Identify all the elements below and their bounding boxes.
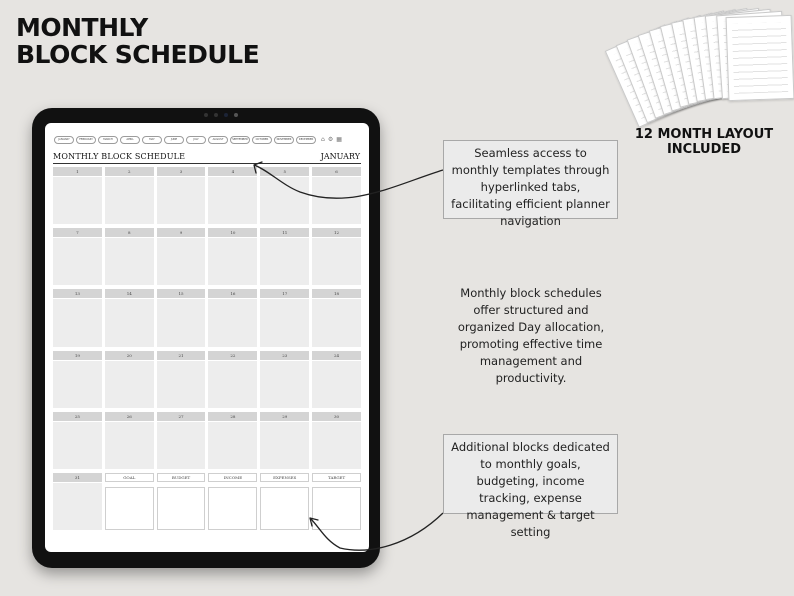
tab-november[interactable]: NOVEMBER bbox=[274, 136, 294, 144]
day-block[interactable] bbox=[105, 167, 154, 224]
day-notes-area[interactable] bbox=[260, 422, 309, 469]
settings-icon[interactable]: ⚙ bbox=[327, 136, 334, 143]
day-block[interactable] bbox=[208, 351, 257, 408]
day-block[interactable] bbox=[260, 167, 309, 224]
day-notes-area[interactable] bbox=[105, 299, 154, 346]
tab-may[interactable]: MAY bbox=[142, 136, 162, 144]
day-notes-area[interactable] bbox=[53, 238, 102, 285]
day-block[interactable] bbox=[208, 167, 257, 224]
day-notes-area[interactable] bbox=[208, 299, 257, 346]
day-block[interactable] bbox=[53, 167, 102, 224]
day-number: 11 bbox=[260, 228, 309, 237]
day-notes-area[interactable] bbox=[312, 177, 361, 224]
day-notes-area[interactable] bbox=[157, 422, 206, 469]
day-notes-area[interactable] bbox=[312, 299, 361, 346]
stack-caption bbox=[628, 127, 780, 157]
tab-august[interactable]: AUGUST bbox=[208, 136, 228, 144]
day-notes-area[interactable] bbox=[53, 483, 102, 530]
day-block[interactable] bbox=[105, 412, 154, 469]
day-block[interactable] bbox=[53, 412, 102, 469]
day-notes-area[interactable] bbox=[105, 177, 154, 224]
target-label: TARGET bbox=[312, 473, 361, 482]
day-number: 6 bbox=[312, 167, 361, 176]
day-number: 24 bbox=[312, 351, 361, 360]
day-notes-area[interactable] bbox=[157, 299, 206, 346]
tab-september[interactable]: SEPTEMBER bbox=[230, 136, 250, 144]
day-notes-area[interactable] bbox=[260, 238, 309, 285]
day-notes-area[interactable] bbox=[53, 422, 102, 469]
day-notes-area[interactable] bbox=[157, 177, 206, 224]
camera-bar bbox=[200, 112, 244, 118]
tab-april[interactable]: APRIL bbox=[120, 136, 140, 144]
day-number: 9 bbox=[157, 228, 206, 237]
day-block[interactable] bbox=[157, 167, 206, 224]
tab-october[interactable]: OCTOBER bbox=[252, 136, 272, 144]
stack-caption-line-2: INCLUDED bbox=[666, 142, 742, 157]
day-number: 21 bbox=[157, 351, 206, 360]
day-number: 4 bbox=[208, 167, 257, 176]
day-number: 18 bbox=[312, 289, 361, 298]
day-number: 26 bbox=[105, 412, 154, 421]
day-number: 2 bbox=[105, 167, 154, 176]
day-block[interactable] bbox=[105, 228, 154, 285]
day-number: 22 bbox=[208, 351, 257, 360]
sensor-dot bbox=[234, 113, 238, 117]
day-block[interactable] bbox=[105, 289, 154, 346]
home-icon[interactable]: ⌂ bbox=[321, 136, 325, 143]
day-block[interactable] bbox=[157, 228, 206, 285]
day-number: 17 bbox=[260, 289, 309, 298]
day-block[interactable] bbox=[260, 289, 309, 346]
day-notes-area[interactable] bbox=[53, 177, 102, 224]
day-number: 25 bbox=[53, 412, 102, 421]
day-notes-area[interactable] bbox=[312, 361, 361, 408]
day-block[interactable] bbox=[53, 228, 102, 285]
day-notes-area[interactable] bbox=[105, 422, 154, 469]
tab-january[interactable]: JANUARY bbox=[54, 136, 74, 144]
day-number: 3 bbox=[157, 167, 206, 176]
day-notes-area[interactable] bbox=[260, 177, 309, 224]
day-number: 30 bbox=[312, 412, 361, 421]
day-block[interactable] bbox=[157, 351, 206, 408]
day-number: 15 bbox=[157, 289, 206, 298]
day-block[interactable] bbox=[260, 228, 309, 285]
day-block[interactable] bbox=[208, 228, 257, 285]
day-number: 27 bbox=[157, 412, 206, 421]
day-number: 12 bbox=[312, 228, 361, 237]
day-notes-area[interactable] bbox=[260, 299, 309, 346]
note-blocks: Monthly block schedules offer structured and organized Day allocation, promoting effective time management and productivity. bbox=[457, 286, 605, 385]
planner-month: JANUARY bbox=[320, 152, 360, 161]
goal-label: GOAL bbox=[105, 473, 154, 482]
month-tabs bbox=[54, 136, 316, 143]
day-block[interactable] bbox=[157, 289, 206, 346]
hero-title-line-2: BLOCK SCHEDULE bbox=[16, 40, 260, 69]
planner-title: MONTHLY BLOCK SCHEDULE bbox=[53, 152, 186, 161]
day-block[interactable] bbox=[53, 473, 102, 530]
day-notes-area[interactable] bbox=[312, 422, 361, 469]
day-notes-area[interactable] bbox=[312, 238, 361, 285]
day-block[interactable] bbox=[53, 351, 102, 408]
day-notes-area[interactable] bbox=[105, 238, 154, 285]
hero-title-line-1: MONTHLY bbox=[16, 13, 148, 42]
callout-tabs: Seamless access to monthly templates through hyperlinked tabs, facilitating efficient planner navigation bbox=[443, 140, 618, 219]
day-number: 7 bbox=[53, 228, 102, 237]
day-number: 5 bbox=[260, 167, 309, 176]
budget-notes-area[interactable] bbox=[157, 487, 206, 530]
day-number: 28 bbox=[208, 412, 257, 421]
page-sheet bbox=[726, 15, 794, 101]
day-block[interactable] bbox=[312, 351, 361, 408]
stack-caption-line-1: 12 MONTH LAYOUT bbox=[634, 127, 774, 142]
tab-february[interactable]: FEBRUARY bbox=[76, 136, 96, 144]
day-block[interactable] bbox=[53, 289, 102, 346]
day-block[interactable] bbox=[260, 412, 309, 469]
target-block[interactable] bbox=[312, 473, 361, 530]
day-notes-area[interactable] bbox=[157, 361, 206, 408]
day-number: 29 bbox=[260, 412, 309, 421]
income-block[interactable] bbox=[208, 473, 257, 530]
day-notes-area[interactable] bbox=[208, 422, 257, 469]
sensor-dot bbox=[204, 113, 208, 117]
day-block[interactable] bbox=[312, 289, 361, 346]
target-notes-area[interactable] bbox=[312, 487, 361, 530]
tab-icons bbox=[321, 136, 342, 143]
camera-lens bbox=[224, 113, 228, 117]
day-number: 31 bbox=[53, 473, 102, 482]
day-block[interactable] bbox=[157, 412, 206, 469]
day-notes-area[interactable] bbox=[157, 238, 206, 285]
day-block[interactable] bbox=[312, 167, 361, 224]
day-notes-area[interactable] bbox=[53, 299, 102, 346]
day-notes-area[interactable] bbox=[208, 361, 257, 408]
income-notes-area[interactable] bbox=[208, 487, 257, 530]
day-notes-area[interactable] bbox=[208, 177, 257, 224]
tab-march[interactable]: MARCH bbox=[98, 136, 118, 144]
day-block[interactable] bbox=[260, 351, 309, 408]
day-block[interactable] bbox=[312, 228, 361, 285]
budget-block[interactable] bbox=[157, 473, 206, 530]
grid-icon[interactable]: ▦ bbox=[336, 136, 342, 143]
day-notes-area[interactable] bbox=[53, 361, 102, 408]
tab-december[interactable]: DECEMBER bbox=[296, 136, 316, 144]
day-notes-area[interactable] bbox=[260, 361, 309, 408]
day-notes-area[interactable] bbox=[208, 238, 257, 285]
calendar-grid bbox=[53, 167, 361, 530]
tab-june[interactable]: JUNE bbox=[164, 136, 184, 144]
day-number: 10 bbox=[208, 228, 257, 237]
income-label: INCOME bbox=[208, 473, 257, 482]
title-divider bbox=[53, 163, 361, 164]
sensor-dot bbox=[214, 113, 218, 117]
day-number: 1 bbox=[53, 167, 102, 176]
planner-screen bbox=[45, 123, 369, 552]
budget-label: BUDGET bbox=[157, 473, 206, 482]
day-block[interactable] bbox=[208, 289, 257, 346]
day-number: 13 bbox=[53, 289, 102, 298]
goal-notes-area[interactable] bbox=[105, 487, 154, 530]
hero-title bbox=[16, 14, 259, 68]
page-stack-illustration bbox=[615, 8, 794, 120]
day-block[interactable] bbox=[105, 351, 154, 408]
day-number: 20 bbox=[105, 351, 154, 360]
day-number: 16 bbox=[208, 289, 257, 298]
callout-extra-blocks: Additional blocks dedicated to monthly goals, budgeting, income tracking, expense management & target setting bbox=[443, 434, 618, 514]
day-number: 23 bbox=[260, 351, 309, 360]
expenses-notes-area[interactable] bbox=[260, 487, 309, 530]
expenses-block[interactable] bbox=[260, 473, 309, 530]
goal-block[interactable] bbox=[105, 473, 154, 530]
day-number: 14 bbox=[105, 289, 154, 298]
expenses-label: EXPENSES bbox=[260, 473, 309, 482]
day-block[interactable] bbox=[208, 412, 257, 469]
day-block[interactable] bbox=[312, 412, 361, 469]
tab-july[interactable]: JULY bbox=[186, 136, 206, 144]
day-number: 8 bbox=[105, 228, 154, 237]
day-number: 19 bbox=[53, 351, 102, 360]
day-notes-area[interactable] bbox=[105, 361, 154, 408]
